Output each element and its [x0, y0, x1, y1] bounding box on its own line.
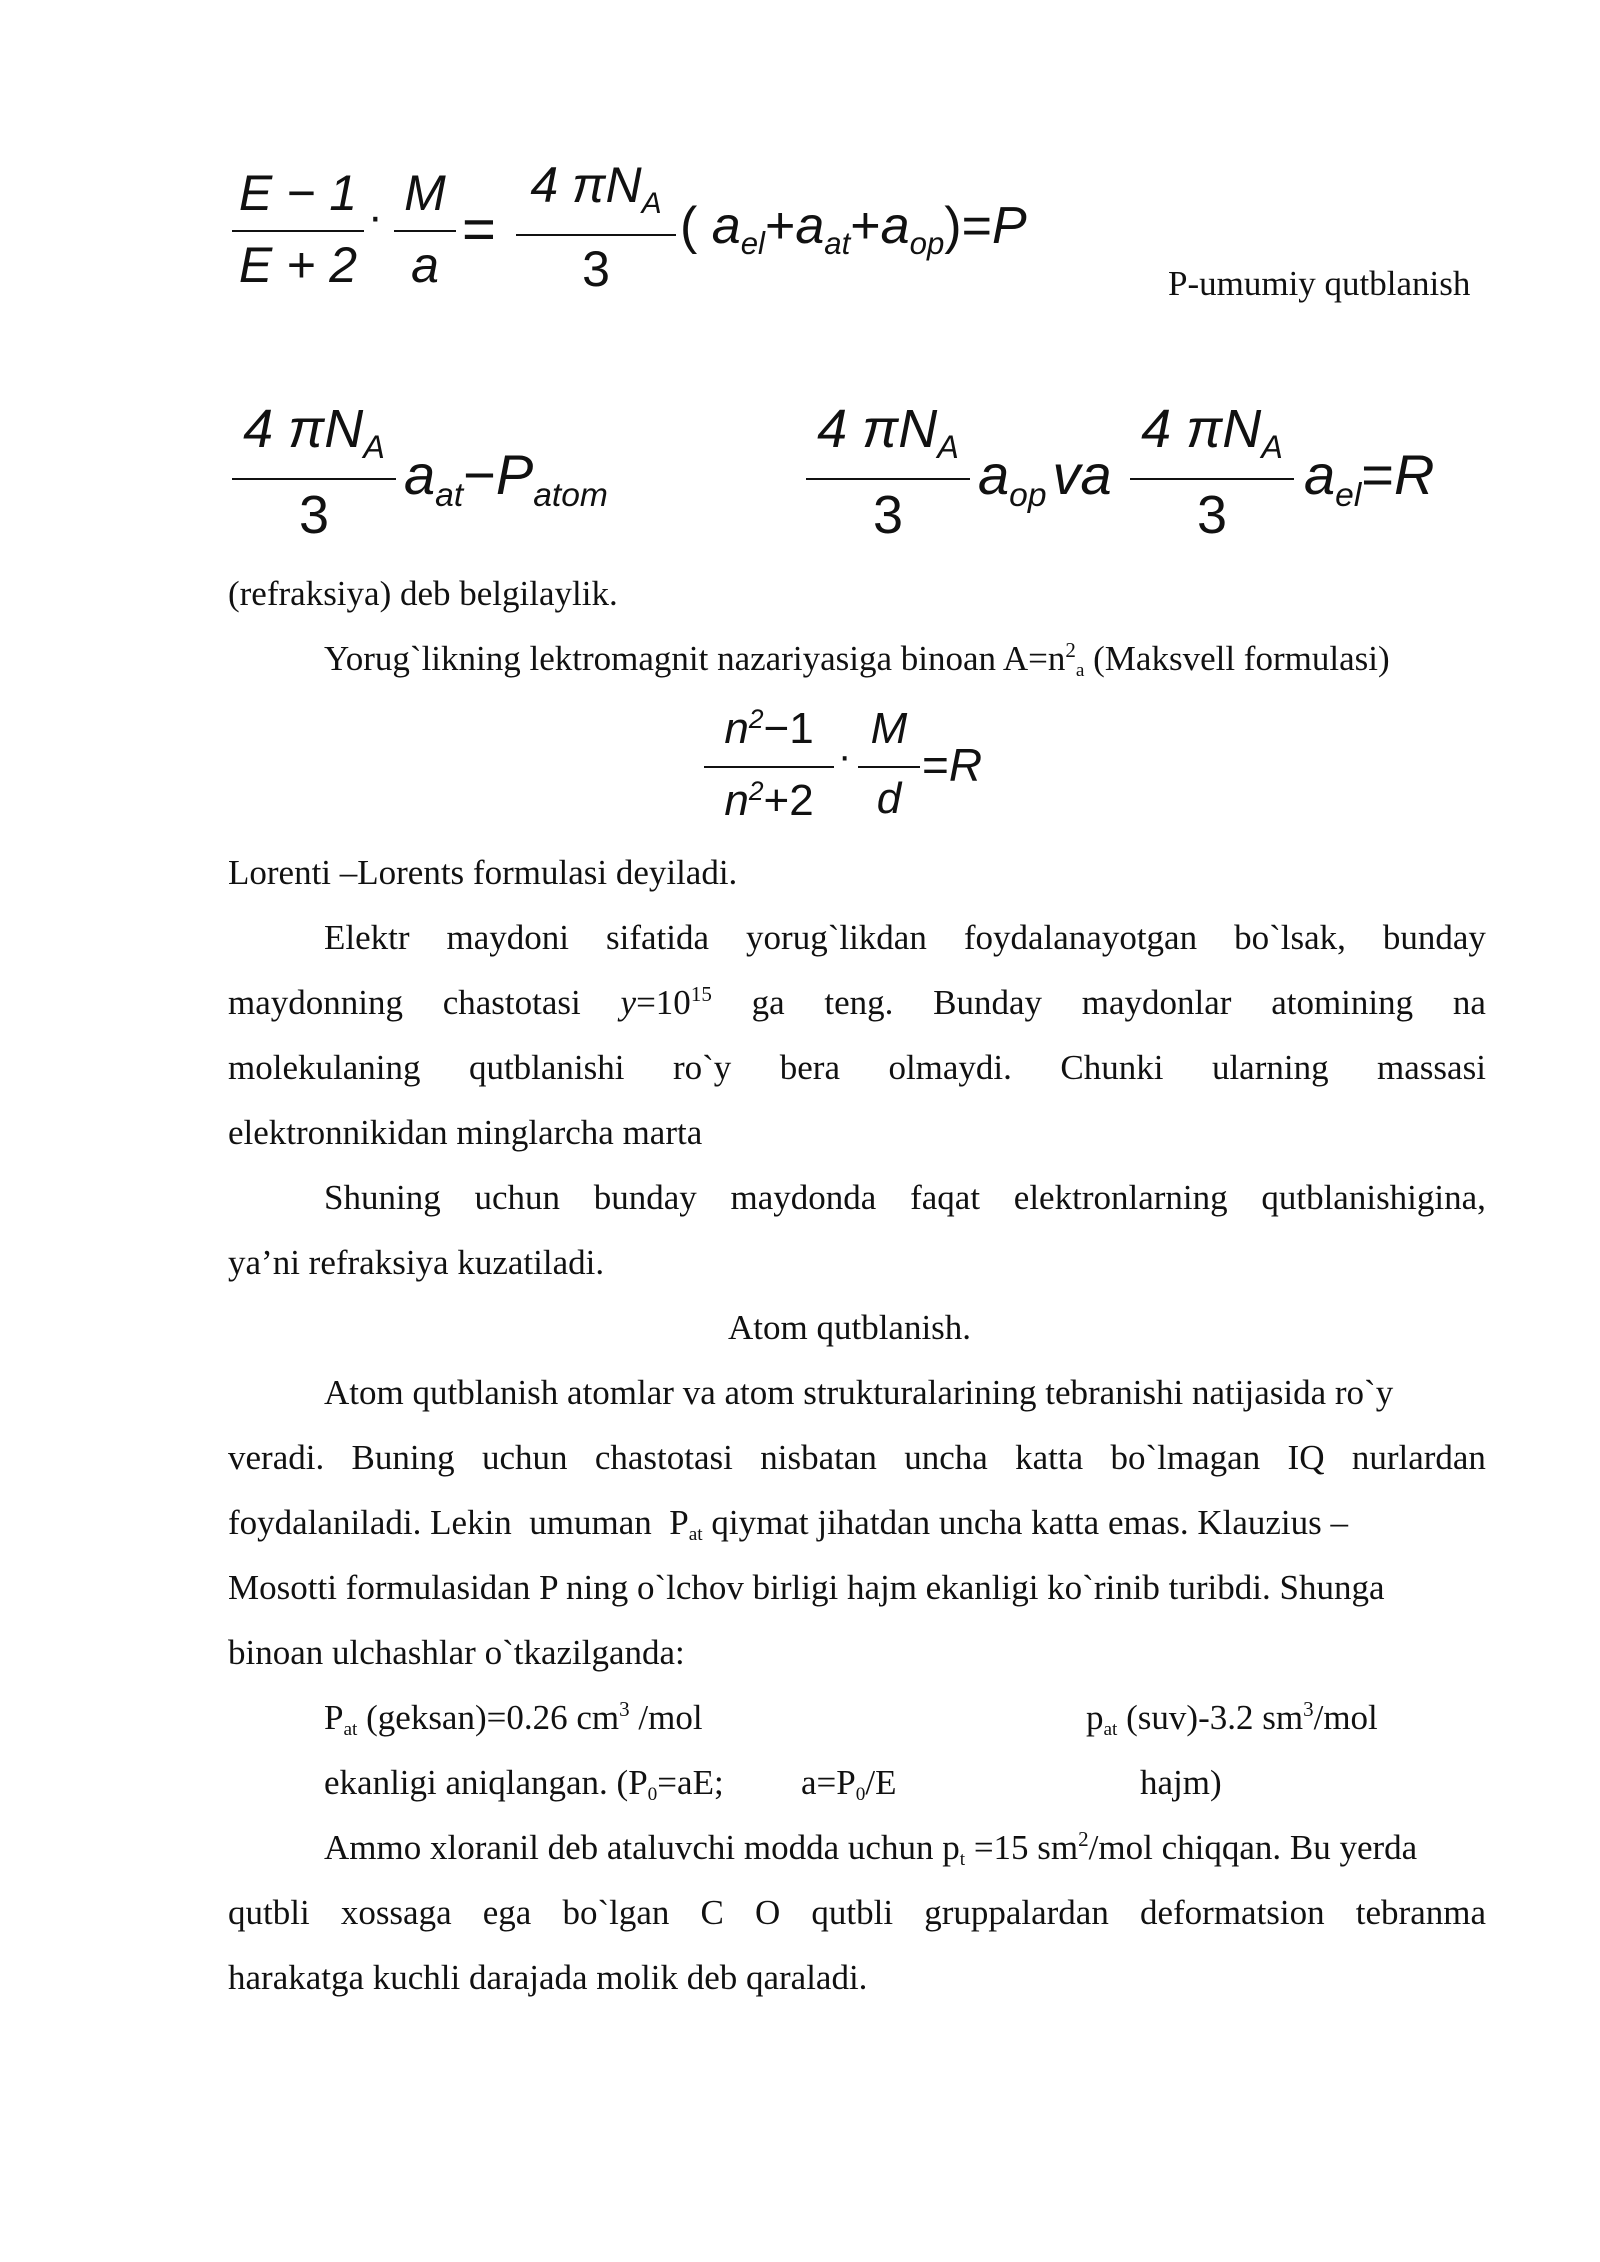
word: qutbli: [228, 1893, 310, 1932]
text-segment: =aE;: [657, 1763, 724, 1802]
alpha-op: a: [978, 443, 1010, 506]
subscript: at: [688, 1523, 703, 1545]
measurement-geksan: [324, 1697, 703, 1741]
fraction-denominator: d: [876, 774, 902, 823]
result-r: R: [948, 739, 983, 791]
paragraph-3-line-3: [228, 1505, 1348, 1546]
subscript: a: [1075, 659, 1085, 681]
word: Chunki: [1060, 1048, 1164, 1087]
word: atomining: [1271, 983, 1414, 1022]
maxwell-text-end: (Maksvell formulasi): [1084, 639, 1390, 678]
alpha-op: a: [880, 197, 910, 255]
fraction-bar: [394, 230, 456, 232]
paragraph-2-line-1: [324, 1180, 1486, 1215]
word: veradi.: [228, 1438, 325, 1477]
paragraph-2-line-2: ya’ni refraksiya kuzatiladi.: [228, 1243, 605, 1282]
lorenti-line: Lorenti –Lorents formulasi deyiladi.: [228, 853, 738, 892]
paragraph-4-line-2: [228, 1895, 1486, 1930]
fraction-denominator: 3: [582, 241, 610, 297]
superscript: 3: [1303, 1697, 1314, 1722]
fraction-bar: [1130, 478, 1294, 480]
fraction-4pina: [1130, 392, 1294, 552]
result-r: R: [1394, 443, 1435, 506]
text-segment: =15 sm: [965, 1828, 1079, 1867]
p-umumiy-label: P-umumiy qutblanish: [1168, 264, 1471, 303]
text-segment: /mol chiqqan. Bu yerda: [1088, 1828, 1418, 1867]
word: gruppalardan: [924, 1893, 1109, 1932]
subscript-op: op: [1009, 476, 1047, 514]
fraction-denominator: 3: [1196, 485, 1228, 545]
word: teng.: [824, 983, 894, 1022]
alpha-el: a: [711, 197, 741, 255]
paragraph-3-line-5: binoan ulchashlar o`tkazilganda:: [228, 1633, 685, 1672]
text-segment: a=P: [801, 1763, 856, 1802]
fraction-numerator: E − 1: [238, 165, 358, 221]
coefficient-numerator: 4 πN: [243, 399, 364, 459]
word: qutbli: [811, 1893, 894, 1932]
paragraph-4-line-1: [324, 1827, 1418, 1871]
word: Elektr: [324, 918, 410, 957]
va-word: va: [1052, 443, 1112, 506]
word: olmaydi.: [888, 1048, 1012, 1087]
paragraph-3-line-4: Mosotti formulasidan P ning o`lchov birligi hajm ekanligi ko`rinib turibdi. Shunga: [228, 1568, 1385, 1607]
fraction-numerator: M: [870, 704, 908, 753]
p-symbol: P: [324, 1698, 344, 1737]
coefficient-numerator: 4 πN: [1141, 399, 1262, 459]
subscript: 0: [855, 1783, 866, 1805]
word: bo`lsak,: [1234, 918, 1346, 957]
close-paren: ): [944, 197, 962, 255]
superscript: 2: [1065, 638, 1076, 663]
p-symbol: p: [1086, 1698, 1104, 1737]
word: ega: [482, 1893, 532, 1932]
subscript: at: [343, 1718, 358, 1740]
word: maydonlar: [1081, 983, 1232, 1022]
fraction-bar: [232, 230, 364, 232]
word: massasi: [1377, 1048, 1486, 1087]
subscript-at: at: [824, 225, 851, 261]
word: Buning: [351, 1438, 455, 1477]
equals-value: =10: [636, 983, 691, 1022]
subscript: A: [1261, 429, 1283, 466]
fraction-4pina: [232, 392, 396, 552]
minus-sign: −: [463, 443, 496, 506]
subscript: at: [1103, 1718, 1118, 1740]
paragraph-4-line-3: harakatga kuchli darajada molik deb qaraladi.: [228, 1958, 868, 1997]
word: deformatsion: [1139, 1893, 1325, 1932]
dot-operator: ·: [838, 734, 852, 778]
superscript: 2: [748, 776, 764, 807]
minus-one: −1: [763, 704, 814, 753]
word: uchun: [474, 1178, 560, 1217]
fraction-denominator: 3: [872, 485, 904, 545]
fraction-denominator: 3: [298, 485, 330, 545]
word: Shuning: [324, 1178, 441, 1217]
coefficient-numerator: 4 πN: [530, 157, 642, 213]
subscript-at: at: [435, 476, 464, 514]
paragraph-1-line-4: elektronnikidan minglarcha marta: [228, 1113, 703, 1152]
word: uncha: [904, 1438, 988, 1477]
subscript: A: [363, 429, 385, 466]
paragraph-1-line-3: [228, 1050, 1486, 1085]
fraction-numerator: M: [404, 165, 446, 221]
value-text: (geksan)=0.26 cm: [357, 1698, 620, 1737]
superscript: 2: [1078, 1827, 1089, 1852]
word: uchun: [481, 1438, 568, 1477]
word: ularning: [1211, 1048, 1329, 1087]
n-base: n: [724, 704, 749, 753]
subscript-el: el: [1335, 476, 1362, 514]
equals-sign: =: [961, 197, 992, 255]
word: qutblanishigina,: [1261, 1178, 1486, 1217]
word: bunday: [593, 1178, 697, 1217]
plus-two: +2: [763, 776, 814, 825]
fraction-4pina: [516, 152, 676, 302]
superscript: 15: [690, 982, 712, 1007]
word: O: [754, 1893, 781, 1932]
fraction-m-a: [394, 160, 456, 300]
alpha-at: a: [795, 197, 825, 255]
paragraph-1-line-1: [324, 920, 1486, 955]
word: bo`lgan: [562, 1893, 670, 1932]
word: maydonda: [730, 1178, 877, 1217]
word: chastotasi: [442, 983, 581, 1022]
subscript: 0: [647, 1783, 658, 1805]
alpha-at: a: [404, 443, 436, 506]
word: elektronlarning: [1013, 1178, 1228, 1217]
word: nurlardan: [1351, 1438, 1486, 1477]
paragraph-3-line-2: [228, 1440, 1486, 1475]
word: yorug`likdan: [746, 918, 927, 957]
fraction-denominator: E + 2: [238, 237, 358, 293]
open-paren: (: [680, 197, 698, 255]
maxwell-line: [324, 638, 1390, 682]
word: qutblanishi: [468, 1048, 625, 1087]
plus-sign: +: [850, 197, 881, 255]
word: xossaga: [340, 1893, 452, 1932]
word: na: [1452, 983, 1486, 1022]
coefficient-numerator: 4 πN: [817, 399, 938, 459]
text-segment: foydalaniladi. Lekin umuman P: [228, 1503, 689, 1542]
fraction-bar: [806, 478, 970, 480]
word: katta: [1015, 1438, 1084, 1477]
subscript-atom: atom: [533, 476, 608, 514]
fraction-bar: [516, 234, 676, 236]
word: chastotasi: [594, 1438, 733, 1477]
equals-sign: =: [462, 197, 496, 262]
fraction-bar: [232, 478, 396, 480]
word: ga: [751, 983, 785, 1022]
text-segment: qiymat jihatdan uncha katta emas. Klauzius –: [702, 1503, 1349, 1542]
hajm-label: hajm): [1140, 1763, 1222, 1802]
text-segment: ekanligi aniqlangan. (P: [324, 1763, 648, 1802]
maxwell-text: Yorug`likning lektromagnit nazariyasiga binoan A=n: [324, 639, 1066, 678]
subscript: t: [959, 1848, 966, 1870]
word: tebranma: [1355, 1893, 1486, 1932]
fraction-bar: [704, 766, 834, 768]
equals-sign: =: [1361, 443, 1394, 506]
fraction-e: [232, 160, 364, 300]
word: molekulaning: [228, 1048, 421, 1087]
dot-operator: ·: [368, 192, 383, 241]
word: bunday: [1382, 918, 1486, 957]
word: maydoni: [446, 918, 570, 957]
word: ro`y: [672, 1048, 732, 1087]
section-heading: Atom qutblanish.: [728, 1308, 972, 1347]
value-text: (suv)-3.2 sm: [1117, 1698, 1304, 1737]
word: C: [700, 1893, 724, 1932]
word: bera: [779, 1048, 840, 1087]
unit-text: /mol: [1313, 1698, 1378, 1737]
word: maydonning: [228, 983, 403, 1022]
word: nisbatan: [760, 1438, 877, 1477]
equals-sign: =: [922, 739, 949, 791]
n-base: n: [724, 776, 749, 825]
fraction-bar: [858, 766, 920, 768]
subscript: A: [937, 429, 959, 466]
ekanligi-line: [324, 1765, 724, 1806]
subscript-el: el: [740, 225, 765, 261]
fraction-m-d: [858, 702, 920, 832]
result-p: P: [992, 197, 1027, 255]
subscript-op: op: [909, 225, 945, 261]
p-atom: P: [495, 443, 534, 506]
fraction-4pina: [806, 392, 970, 552]
word: faqat: [910, 1178, 981, 1217]
fraction-denominator: a: [411, 237, 439, 293]
subscript: A: [641, 186, 662, 220]
word: Bunday: [933, 983, 1043, 1022]
refraksiya-line: (refraksiya) deb belgilaylik.: [228, 574, 618, 613]
alpha-definition: [801, 1765, 896, 1806]
measurement-suv: [1086, 1697, 1378, 1741]
unit-text: /mol: [629, 1698, 703, 1737]
superscript: 3: [619, 1697, 630, 1722]
word: bo`lmagan: [1110, 1438, 1261, 1477]
text-segment: /E: [865, 1763, 897, 1802]
superscript: 2: [748, 704, 764, 735]
frequency-value: [620, 982, 712, 1025]
word: sifatida: [606, 918, 710, 957]
y-symbol: y: [620, 983, 637, 1022]
word: IQ: [1287, 1438, 1325, 1477]
paragraph-1-line-2: [228, 982, 1486, 1025]
paragraph-3-line-1: Atom qutblanish atomlar va atom strukturalarining tebranishi natijasida ro`y: [324, 1373, 1394, 1412]
word: foydalanayotgan: [963, 918, 1198, 957]
plus-sign: +: [764, 197, 796, 255]
text-segment: Ammo xloranil deb ataluvchi modda uchun p: [324, 1828, 960, 1867]
fraction-n2: [704, 702, 834, 832]
alpha-el: a: [1304, 443, 1336, 506]
